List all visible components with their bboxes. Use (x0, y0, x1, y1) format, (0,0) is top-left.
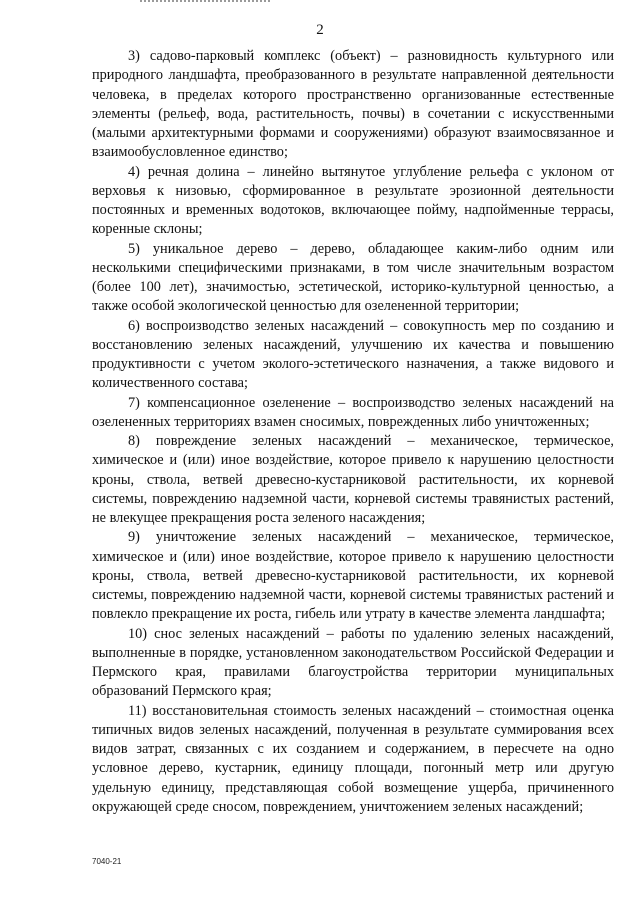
definition-paragraph: 11) восстановительная стоимость зеленых насаждений – стоимостная оценка типичных видов зеленых насаждений, полученная в результате суммирования всех видов затрат, связанных с их созданием и содержанием, в пересчете на одно условное дерево, кустарник, единицу площади, погонный метр или другую удельную единицу, представляющая собой возмещение ущерба, причиненного окружающей среде сносом, повреждением, уничтожением зеленых насаждений; (92, 702, 614, 815)
definition-paragraph: 3) садово-парковый комплекс (объект) – разновидность культурного или природного ландшафта, преобразованного в результате направленной деятельности человека, в пределах которого пространственно организованные естественные элементы (рельеф, вода, растительность, почвы) в сочетании с искусственными (малыми архитектурными формами и сооружениями) образуют взаимосвязанное и взаимообусловленное единство; (92, 48, 614, 161)
page-number: 2 (316, 22, 324, 38)
definition-paragraph: 5) уникальное дерево – дерево, обладающее каким-либо одним или несколькими специфическими признаками, в том числе значительным возрастом (более 100 лет), значимостью, эстетической, историко-культурной ценностью, а также особой экологической ценностью для озелененной территории; (92, 240, 614, 315)
definition-paragraph: 4) речная долина – линейно вытянутое углубление рельефа с уклоном от верховья к низовью, сформированное в результате эрозионной деятельности постоянных и временных водотоков, включающее пойму, надпойменные террасы, коренные склоны; (92, 163, 614, 238)
definition-paragraph: 8) повреждение зеленых насаждений – механическое, термическое, химическое и (или) иное воздействие, которое привело к нарушению целостности кроны, ствола, ветвей древесно-кустарниковой растительности, их корневой системы, повреждению надземной части, корневой системы травянистых растений, не влекущее прекращения роста зеленого насаждения; (92, 433, 614, 526)
definition-paragraph: 10) снос зеленых насаждений – работы по удалению зеленых насаждений, выполненные в порядке, установленном законодательством Российской Федерации и Пермского края, правилами благоустройства территории муниципальных образований Пермского края; (92, 625, 614, 700)
document-body (92, 47, 614, 817)
scan-artifact-marks (140, 0, 270, 6)
document-code: 7040-21 (92, 857, 122, 866)
definition-paragraph: 7) компенсационное озеленение – воспроизводство зеленых насаждений на озелененных территориях взамен сносимых, поврежденных либо уничтоженных; (92, 394, 614, 430)
definition-paragraph: 9) уничтожение зеленых насаждений – механическое, термическое, химическое и (или) иное воздействие, которое привело к нарушению целостности кроны, ствола, ветвей древесно-кустарниковой растительности, их корневой системы, повреждению надземной части, корневой системы травянистых растений и повлекло прекращение их роста, гибель или утрату в качестве элемента ландшафта; (92, 529, 614, 623)
definition-paragraph: 6) воспроизводство зеленых насаждений – совокупность мер по созданию и восстановлению зеленых насаждений, улучшению их качества и повышению продуктивности с учетом эколого-эстетического назначения, а также видового и количественного состава; (92, 317, 614, 392)
